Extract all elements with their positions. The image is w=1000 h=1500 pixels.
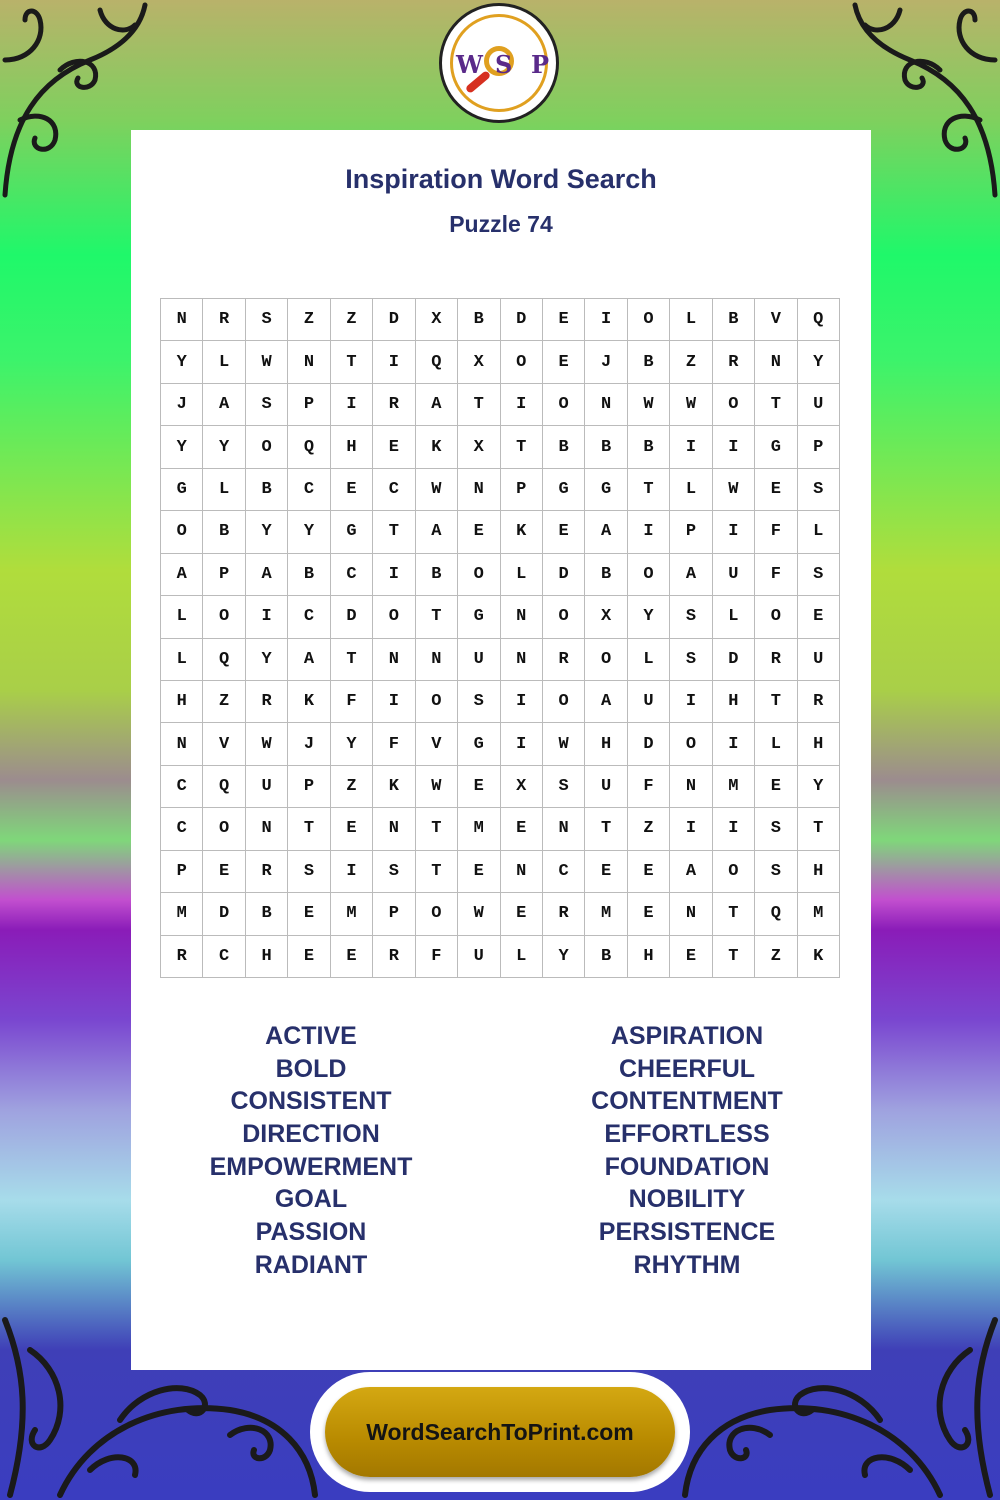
grid-cell[interactable]: Q (755, 893, 797, 935)
grid-cell[interactable]: A (585, 511, 627, 553)
grid-cell[interactable]: B (585, 554, 627, 596)
grid-cell[interactable]: Q (416, 341, 458, 383)
grid-cell[interactable]: U (798, 639, 840, 681)
grid-cell[interactable]: E (628, 893, 670, 935)
grid-cell[interactable]: O (161, 511, 203, 553)
grid-cell[interactable]: Y (161, 426, 203, 468)
grid-cell[interactable]: T (755, 681, 797, 723)
grid-cell[interactable]: T (416, 596, 458, 638)
grid-cell[interactable]: T (373, 511, 415, 553)
grid-cell[interactable]: K (416, 426, 458, 468)
grid-cell[interactable]: H (628, 936, 670, 978)
grid-cell[interactable]: H (798, 723, 840, 765)
grid-cell[interactable]: O (458, 554, 500, 596)
grid-cell[interactable]: Z (628, 808, 670, 850)
grid-cell[interactable]: X (458, 426, 500, 468)
grid-cell[interactable]: A (416, 511, 458, 553)
grid-cell[interactable]: J (161, 384, 203, 426)
grid-cell[interactable]: G (331, 511, 373, 553)
grid-cell[interactable]: A (161, 554, 203, 596)
grid-cell[interactable]: B (628, 341, 670, 383)
grid-cell[interactable]: O (628, 554, 670, 596)
grid-cell[interactable]: B (628, 426, 670, 468)
grid-cell[interactable]: N (501, 851, 543, 893)
grid-cell[interactable]: X (501, 766, 543, 808)
word-list-right (507, 1020, 867, 1282)
grid-cell[interactable]: I (501, 384, 543, 426)
grid-cell[interactable]: I (501, 723, 543, 765)
grid-cell[interactable]: Y (288, 511, 330, 553)
grid-cell[interactable]: I (670, 681, 712, 723)
logo-letter-p: P (531, 50, 550, 79)
grid-cell[interactable]: O (203, 596, 245, 638)
grid-cell[interactable]: C (161, 808, 203, 850)
grid-cell[interactable]: O (543, 681, 585, 723)
logo-letter-w: W (456, 50, 483, 79)
grid-cell[interactable]: M (585, 893, 627, 935)
grid-cell[interactable]: Y (543, 936, 585, 978)
grid-cell[interactable]: E (501, 808, 543, 850)
grid-cell[interactable]: E (543, 341, 585, 383)
grid-cell[interactable]: N (458, 469, 500, 511)
grid-cell[interactable]: D (373, 299, 415, 341)
grid-cell[interactable]: D (203, 893, 245, 935)
grid-cell[interactable]: O (670, 723, 712, 765)
grid-cell[interactable]: W (416, 469, 458, 511)
grid-cell[interactable]: W (246, 723, 288, 765)
grid-cell[interactable]: N (161, 299, 203, 341)
grid-cell[interactable]: O (501, 341, 543, 383)
grid-cell[interactable]: E (331, 808, 373, 850)
grid-cell[interactable]: B (416, 554, 458, 596)
grid-cell[interactable]: O (585, 639, 627, 681)
grid-cell[interactable]: T (798, 808, 840, 850)
word-item: ACTIVE (265, 1022, 357, 1050)
grid-cell[interactable]: O (373, 596, 415, 638)
grid-cell[interactable]: V (416, 723, 458, 765)
grid-cell[interactable]: A (585, 681, 627, 723)
grid-cell[interactable]: S (246, 299, 288, 341)
grid-cell[interactable]: O (246, 426, 288, 468)
grid-cell[interactable]: D (628, 723, 670, 765)
grid-cell[interactable]: B (585, 426, 627, 468)
grid-cell[interactable]: A (670, 851, 712, 893)
grid-cell[interactable]: G (543, 469, 585, 511)
grid-cell[interactable]: W (713, 469, 755, 511)
grid-cell[interactable]: W (246, 341, 288, 383)
grid-cell[interactable]: Z (288, 299, 330, 341)
grid-cell[interactable]: P (670, 511, 712, 553)
grid-cell[interactable]: Z (331, 299, 373, 341)
grid-cell[interactable]: T (458, 384, 500, 426)
grid-cell[interactable]: S (373, 851, 415, 893)
grid-cell[interactable]: F (331, 681, 373, 723)
grid-cell[interactable]: C (373, 469, 415, 511)
grid-cell[interactable]: S (798, 469, 840, 511)
grid-cell[interactable]: L (798, 511, 840, 553)
corner-ornament-top-left (0, 0, 150, 200)
word-item: DIRECTION (242, 1120, 380, 1149)
site-banner[interactable] (310, 1372, 690, 1492)
grid-cell[interactable]: I (713, 723, 755, 765)
grid-cell[interactable]: D (543, 554, 585, 596)
grid-cell[interactable]: E (501, 893, 543, 935)
grid-cell[interactable]: K (373, 766, 415, 808)
grid-cell[interactable]: I (713, 511, 755, 553)
grid-cell[interactable]: I (373, 554, 415, 596)
grid-cell[interactable]: Q (798, 299, 840, 341)
grid-cell[interactable]: L (203, 341, 245, 383)
grid-cell[interactable]: R (543, 893, 585, 935)
grid-cell[interactable]: P (203, 554, 245, 596)
grid-cell[interactable]: O (416, 681, 458, 723)
grid-cell[interactable]: D (501, 299, 543, 341)
word-item: PASSION (255, 1218, 367, 1247)
site-url: WordSearchToPrint.com (366, 1418, 634, 1445)
grid-cell[interactable]: B (288, 554, 330, 596)
grid-cell[interactable]: T (755, 384, 797, 426)
grid-cell[interactable]: T (713, 936, 755, 978)
grid-cell[interactable]: H (713, 681, 755, 723)
grid-cell[interactable]: N (501, 596, 543, 638)
grid-cell[interactable]: N (416, 639, 458, 681)
grid-cell[interactable]: Y (331, 723, 373, 765)
grid-cell[interactable]: E (670, 936, 712, 978)
grid-cell[interactable]: E (755, 469, 797, 511)
grid-cell[interactable]: O (203, 808, 245, 850)
grid-cell[interactable]: V (203, 723, 245, 765)
grid-cell[interactable]: B (246, 893, 288, 935)
grid-cell[interactable]: E (628, 851, 670, 893)
grid-cell[interactable]: L (501, 936, 543, 978)
grid-cell[interactable]: Y (798, 766, 840, 808)
grid-cell[interactable]: I (246, 596, 288, 638)
grid-cell[interactable]: F (628, 766, 670, 808)
grid-cell[interactable]: S (798, 554, 840, 596)
grid-cell[interactable]: N (543, 808, 585, 850)
grid-cell[interactable]: R (543, 639, 585, 681)
grid-cell[interactable]: W (458, 893, 500, 935)
corner-ornament-top-right (850, 0, 1000, 200)
word-item: PERSISTENCE (598, 1218, 776, 1247)
grid-cell[interactable]: I (501, 681, 543, 723)
grid-cell[interactable]: B (246, 469, 288, 511)
grid-cell[interactable]: H (585, 723, 627, 765)
grid-cell[interactable]: N (246, 808, 288, 850)
grid-cell[interactable]: R (373, 384, 415, 426)
grid-cell[interactable]: C (288, 469, 330, 511)
grid-cell[interactable]: M (798, 893, 840, 935)
grid-cell[interactable]: S (543, 766, 585, 808)
word-item: FOUNDATION (604, 1152, 770, 1181)
grid-cell[interactable]: Y (161, 341, 203, 383)
grid-cell[interactable]: T (501, 426, 543, 468)
grid-cell[interactable]: B (713, 299, 755, 341)
word-item: ASPIRATION (610, 1022, 764, 1050)
grid-cell[interactable]: C (331, 554, 373, 596)
grid-cell[interactable]: G (458, 596, 500, 638)
grid-cell[interactable]: O (713, 384, 755, 426)
grid-cell[interactable]: N (670, 766, 712, 808)
grid-cell[interactable]: L (755, 723, 797, 765)
grid-cell[interactable]: W (416, 766, 458, 808)
grid-cell[interactable]: E (798, 596, 840, 638)
site-link-button[interactable] (325, 1387, 675, 1477)
grid-cell[interactable]: I (713, 426, 755, 468)
grid-cell[interactable]: O (543, 596, 585, 638)
grid-cell[interactable]: N (755, 341, 797, 383)
grid-cell[interactable]: N (670, 893, 712, 935)
grid-cell[interactable]: T (713, 893, 755, 935)
grid-cell[interactable]: T (585, 808, 627, 850)
grid-cell[interactable]: P (373, 893, 415, 935)
grid-cell[interactable]: I (713, 808, 755, 850)
grid-cell[interactable]: T (288, 808, 330, 850)
word-item: NOBILITY (628, 1185, 746, 1214)
grid-cell[interactable]: I (670, 808, 712, 850)
grid-cell[interactable]: E (373, 426, 415, 468)
grid-cell[interactable]: W (670, 384, 712, 426)
grid-cell[interactable]: K (798, 936, 840, 978)
grid-cell[interactable]: E (585, 851, 627, 893)
grid-cell[interactable]: M (713, 766, 755, 808)
grid-cell[interactable]: I (585, 299, 627, 341)
grid-cell[interactable]: F (373, 723, 415, 765)
grid-cell[interactable]: I (373, 341, 415, 383)
puzzle-sheet (131, 130, 871, 1370)
word-item: CONTENTMENT (591, 1087, 783, 1116)
grid-cell[interactable]: J (288, 723, 330, 765)
grid-cell[interactable]: P (288, 384, 330, 426)
grid-cell[interactable]: R (246, 851, 288, 893)
grid-cell[interactable]: L (670, 299, 712, 341)
grid-cell[interactable]: H (161, 681, 203, 723)
grid-cell[interactable]: U (458, 639, 500, 681)
grid-cell[interactable]: S (755, 808, 797, 850)
grid-cell[interactable]: S (458, 681, 500, 723)
grid-cell[interactable]: P (161, 851, 203, 893)
grid-cell[interactable]: R (246, 681, 288, 723)
grid-cell[interactable]: R (161, 936, 203, 978)
grid-cell[interactable]: F (416, 936, 458, 978)
grid-cell[interactable]: E (288, 893, 330, 935)
letter-grid (160, 298, 840, 978)
grid-cell[interactable]: G (585, 469, 627, 511)
grid-cell[interactable]: L (713, 596, 755, 638)
grid-cell[interactable]: X (585, 596, 627, 638)
word-item: RHYTHM (633, 1250, 741, 1279)
grid-cell[interactable]: U (458, 936, 500, 978)
grid-cell[interactable]: P (798, 426, 840, 468)
grid-cell[interactable]: O (543, 384, 585, 426)
grid-cell[interactable]: Y (246, 639, 288, 681)
grid-cell[interactable]: R (755, 639, 797, 681)
grid-cell[interactable]: R (373, 936, 415, 978)
grid-cell[interactable]: Z (331, 766, 373, 808)
grid-cell[interactable]: L (161, 596, 203, 638)
grid-cell[interactable]: L (161, 639, 203, 681)
page-title: Inspiration Word Search (345, 164, 657, 194)
grid-cell[interactable]: D (331, 596, 373, 638)
grid-cell[interactable]: M (331, 893, 373, 935)
grid-cell[interactable]: U (246, 766, 288, 808)
grid-cell[interactable]: O (713, 851, 755, 893)
grid-cell[interactable]: Y (798, 341, 840, 383)
grid-cell[interactable]: C (161, 766, 203, 808)
grid-cell[interactable]: W (628, 384, 670, 426)
word-list-left (131, 1020, 491, 1282)
grid-cell[interactable]: Z (755, 936, 797, 978)
grid-cell[interactable]: O (628, 299, 670, 341)
grid-cell[interactable]: P (288, 766, 330, 808)
grid-cell[interactable]: I (670, 426, 712, 468)
word-item: CONSISTENT (230, 1087, 392, 1116)
grid-cell[interactable]: I (331, 851, 373, 893)
grid-cell[interactable]: M (458, 808, 500, 850)
grid-cell[interactable]: G (161, 469, 203, 511)
word-item: EMPOWERMENT (209, 1152, 413, 1181)
grid-cell[interactable]: Q (203, 766, 245, 808)
word-item: RADIANT (254, 1250, 368, 1279)
grid-cell[interactable]: Y (203, 426, 245, 468)
grid-cell[interactable]: N (161, 723, 203, 765)
grid-cell[interactable]: R (203, 299, 245, 341)
grid-cell[interactable]: U (628, 681, 670, 723)
grid-cell[interactable]: B (585, 936, 627, 978)
grid-cell[interactable]: L (670, 469, 712, 511)
grid-cell[interactable]: Y (246, 511, 288, 553)
grid-cell[interactable]: Q (203, 639, 245, 681)
grid-cell[interactable]: H (331, 426, 373, 468)
grid-cell[interactable]: S (670, 639, 712, 681)
word-item: GOAL (274, 1185, 348, 1214)
word-item: CHEERFUL (618, 1054, 756, 1083)
grid-cell[interactable]: E (203, 851, 245, 893)
grid-cell[interactable]: T (416, 808, 458, 850)
grid-cell[interactable]: L (501, 554, 543, 596)
grid-cell[interactable]: S (288, 851, 330, 893)
grid-cell[interactable]: N (373, 808, 415, 850)
puzzle-number: Puzzle 74 (449, 211, 553, 237)
grid-cell[interactable]: E (331, 936, 373, 978)
grid-cell[interactable]: U (798, 384, 840, 426)
grid-cell[interactable]: E (458, 511, 500, 553)
grid-cell[interactable]: G (458, 723, 500, 765)
grid-cell[interactable]: X (416, 299, 458, 341)
grid-cell[interactable]: N (585, 384, 627, 426)
grid-cell[interactable]: Q (288, 426, 330, 468)
grid-cell[interactable]: S (246, 384, 288, 426)
grid-cell[interactable]: K (288, 681, 330, 723)
grid-cell[interactable]: E (458, 766, 500, 808)
grid-cell[interactable]: C (203, 936, 245, 978)
grid-cell[interactable]: C (288, 596, 330, 638)
grid-cell[interactable]: E (458, 851, 500, 893)
grid-cell[interactable]: K (501, 511, 543, 553)
grid-cell[interactable]: A (670, 554, 712, 596)
grid-cell[interactable]: B (458, 299, 500, 341)
grid-cell[interactable]: N (373, 639, 415, 681)
grid-cell[interactable]: L (203, 469, 245, 511)
grid-cell[interactable]: A (246, 554, 288, 596)
grid-cell[interactable]: G (755, 426, 797, 468)
grid-cell[interactable]: H (246, 936, 288, 978)
grid-cell[interactable]: F (755, 554, 797, 596)
grid-cell[interactable]: X (458, 341, 500, 383)
grid-cell[interactable]: R (713, 341, 755, 383)
grid-cell[interactable]: U (713, 554, 755, 596)
grid-cell[interactable]: U (585, 766, 627, 808)
grid-cell[interactable]: I (331, 384, 373, 426)
grid-cell[interactable]: Y (628, 596, 670, 638)
grid-cell[interactable]: A (416, 384, 458, 426)
grid-cell[interactable]: E (755, 766, 797, 808)
site-logo[interactable] (439, 3, 559, 123)
grid-cell[interactable]: E (543, 511, 585, 553)
grid-cell[interactable]: Z (670, 341, 712, 383)
word-item: EFFORTLESS (604, 1120, 770, 1149)
logo-letter-s: S (495, 50, 513, 79)
grid-cell[interactable]: L (628, 639, 670, 681)
word-item: BOLD (275, 1054, 347, 1083)
grid-cell[interactable]: O (416, 893, 458, 935)
grid-cell[interactable]: N (288, 341, 330, 383)
grid-cell[interactable]: T (628, 469, 670, 511)
grid-cell[interactable]: T (416, 851, 458, 893)
grid-cell[interactable]: H (798, 851, 840, 893)
grid-cell[interactable]: A (288, 639, 330, 681)
grid-cell[interactable]: S (755, 851, 797, 893)
grid-cell[interactable]: E (543, 299, 585, 341)
grid-cell[interactable]: A (203, 384, 245, 426)
grid-cell[interactable]: M (161, 893, 203, 935)
grid-cell[interactable]: D (713, 639, 755, 681)
grid-cell[interactable]: N (501, 639, 543, 681)
grid-cell[interactable]: P (501, 469, 543, 511)
grid-cell[interactable]: Z (203, 681, 245, 723)
grid-cell[interactable]: J (585, 341, 627, 383)
grid-cell[interactable]: T (331, 341, 373, 383)
grid-cell[interactable]: E (288, 936, 330, 978)
grid-cell[interactable]: T (331, 639, 373, 681)
grid-cell[interactable]: B (543, 426, 585, 468)
grid-cell[interactable]: I (628, 511, 670, 553)
grid-cell[interactable]: I (373, 681, 415, 723)
grid-cell[interactable]: W (543, 723, 585, 765)
grid-cell[interactable]: R (798, 681, 840, 723)
grid-cell[interactable]: C (543, 851, 585, 893)
grid-cell[interactable]: S (670, 596, 712, 638)
grid-cell[interactable]: V (755, 299, 797, 341)
grid-cell[interactable]: E (331, 469, 373, 511)
grid-cell[interactable]: B (203, 511, 245, 553)
grid-cell[interactable]: O (755, 596, 797, 638)
grid-cell[interactable]: F (755, 511, 797, 553)
